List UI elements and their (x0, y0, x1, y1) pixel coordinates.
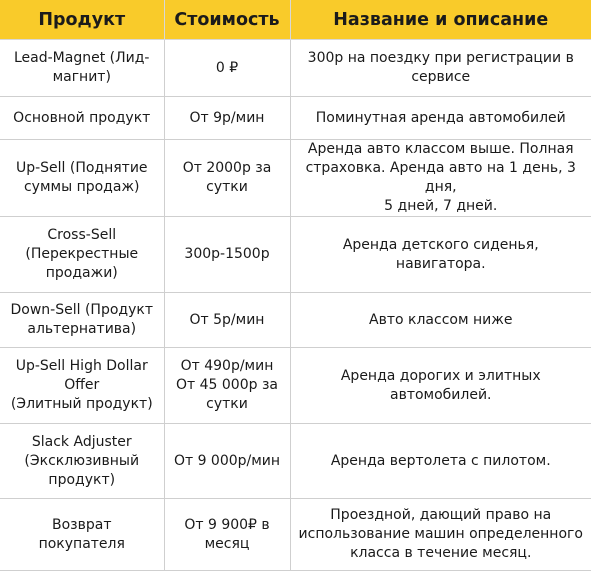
table-row (0, 499, 591, 571)
product-cell: Up-Sell (Поднятие суммы продаж) (0, 140, 164, 217)
cost-cell: 0 ₽ (164, 40, 290, 97)
description-cell: Аренда авто классом выше. Полная страховка. Аренда авто на 1 день, 3 дня, 5 дней, 7 дней. (290, 140, 591, 217)
table-row (0, 348, 591, 424)
product-cell: Основной продукт (0, 97, 164, 140)
description-cell: Аренда детского сиденья, навигатора. (290, 217, 591, 293)
header-description: Название и описание (290, 0, 591, 40)
product-cell: Up-Sell High Dollar Offer (Элитный продукт) (0, 348, 164, 424)
table-header (0, 0, 591, 40)
product-cell: Lead-Magnet (Лид- магнит) (0, 40, 164, 97)
description-cell: Поминутная аренда автомобилей (290, 97, 591, 140)
header-cost: Стоимость (164, 0, 290, 40)
cost-cell: От 9 000р/мин (164, 424, 290, 499)
table-row (0, 424, 591, 499)
cost-cell: От 5р/мин (164, 293, 290, 348)
description-cell: Авто классом ниже (290, 293, 591, 348)
table-row (0, 217, 591, 293)
product-cell: Slack Adjuster (Эксклюзивный продукт) (0, 424, 164, 499)
table-row (0, 97, 591, 140)
cost-cell: От 2000р за сутки (164, 140, 290, 217)
cost-cell: От 490р/мин От 45 000р за сутки (164, 348, 290, 424)
description-cell: 300р на поездку при регистрации в сервисе (290, 40, 591, 97)
table-row (0, 140, 591, 217)
product-cell: Down-Sell (Продукт альтернатива) (0, 293, 164, 348)
product-cell: Возврат покупателя (0, 499, 164, 571)
description-cell: Аренда вертолета с пилотом. (290, 424, 591, 499)
header-product: Продукт (0, 0, 164, 40)
cost-cell: 300р-1500р (164, 217, 290, 293)
table-row (0, 293, 591, 348)
description-cell: Аренда дорогих и элитных автомобилей. (290, 348, 591, 424)
cost-cell: От 9р/мин (164, 97, 290, 140)
description-cell: Проездной, дающий право на использование машин определенного класса в течение месяц. (290, 499, 591, 571)
cost-cell: От 9 900₽ в месяц (164, 499, 290, 571)
table-body (0, 40, 591, 571)
product-cell: Cross-Sell (Перекрестные продажи) (0, 217, 164, 293)
table-row (0, 40, 591, 97)
